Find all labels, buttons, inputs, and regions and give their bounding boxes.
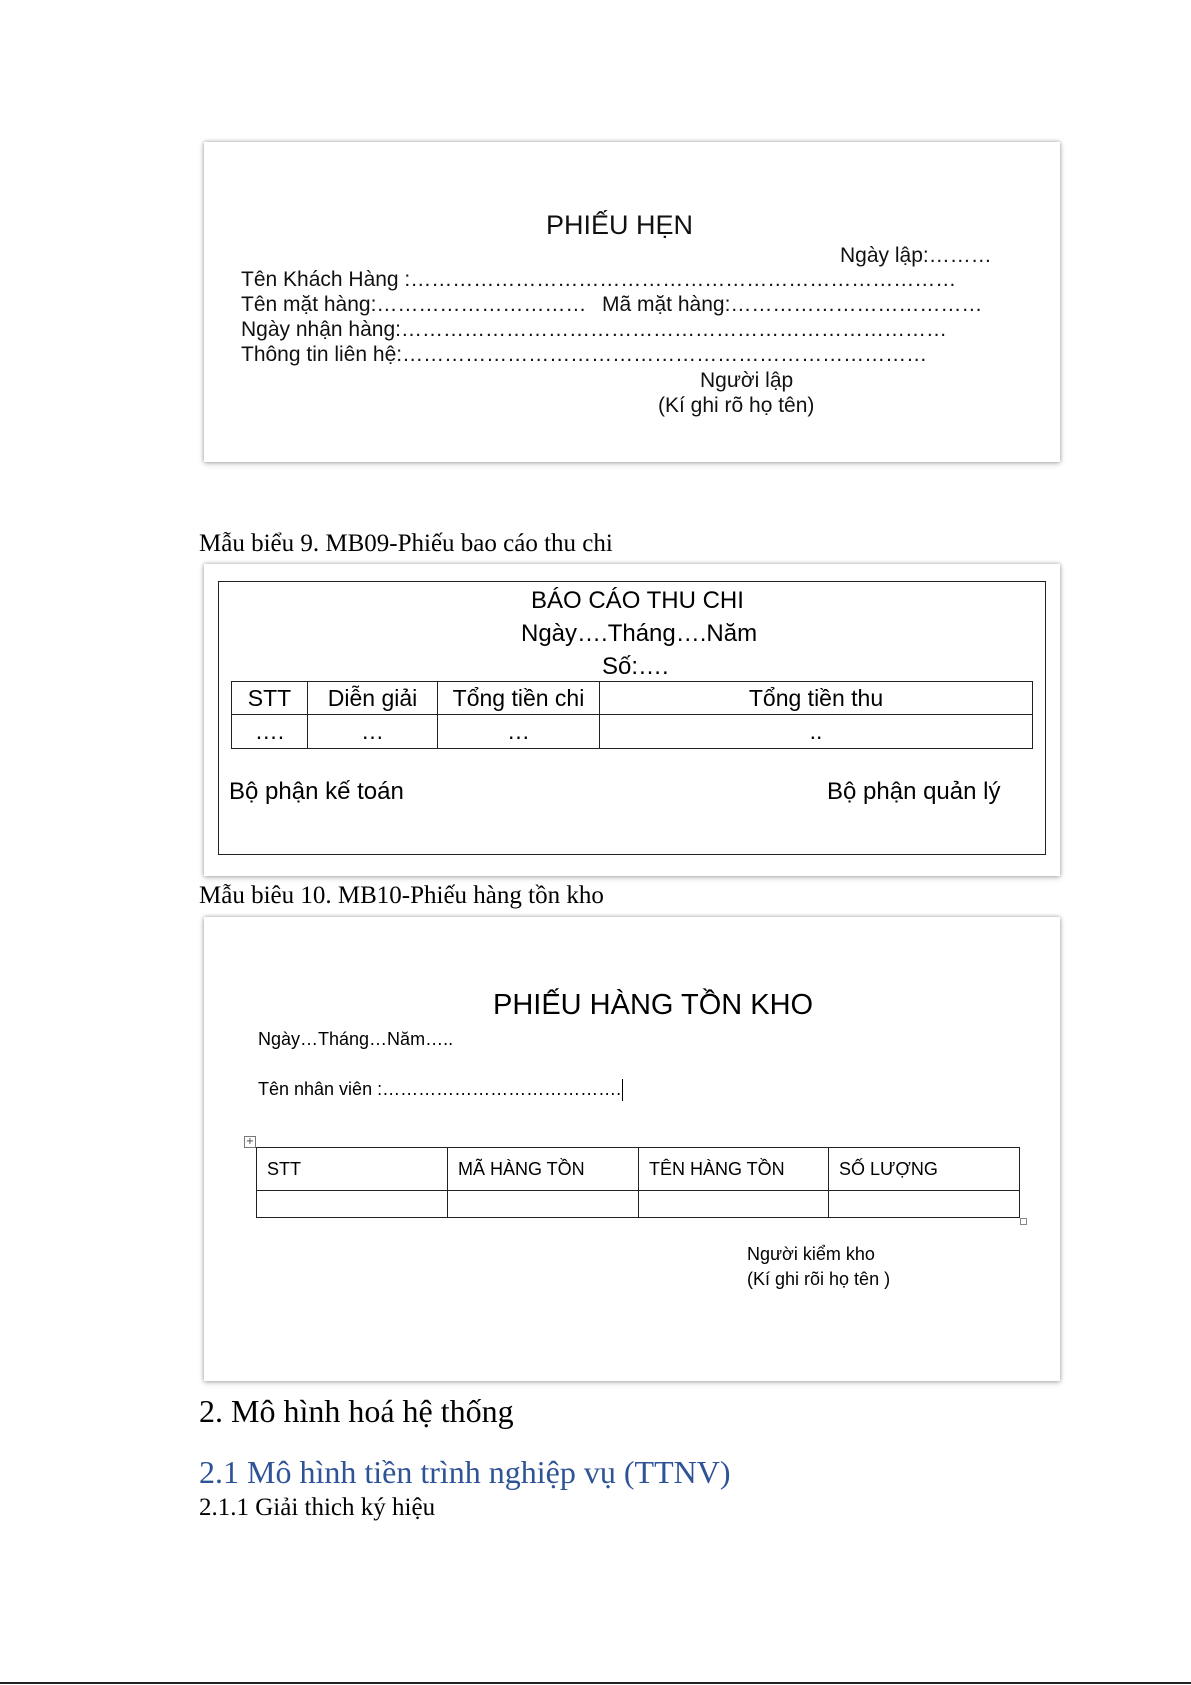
accounting-dept-sign: Bộ phận kế toán <box>229 778 404 805</box>
inventory-signer-note: (Kí ghi rõi họ tên ) <box>747 1269 891 1289</box>
item-name-field: Tên mặt hàng:………………………… <box>241 293 587 316</box>
cell-item-name <box>639 1191 829 1218</box>
header-item-code: MÃ HÀNG TỒN <box>448 1148 639 1191</box>
contact-info-field: Thông tin liên hệ:………………………………………………………………… <box>241 343 928 366</box>
cell-total-expense: … <box>438 715 600 749</box>
table-header-row <box>232 682 1033 715</box>
report-number: Số:…. <box>602 653 669 680</box>
cell-total-income: .. <box>600 715 1033 749</box>
appointment-date-field: Ngày lập:……… <box>840 244 992 267</box>
header-stt: STT <box>232 682 308 715</box>
cell-quantity <box>829 1191 1020 1218</box>
section-heading-2-1-1: 2.1.1 Giải thich ký hiệu <box>199 1494 436 1521</box>
table-row <box>232 715 1033 749</box>
inventory-date: Ngày…Tháng…Năm….. <box>258 1029 454 1049</box>
income-expense-report-card <box>204 564 1060 876</box>
management-dept-sign: Bộ phận quản lý <box>827 778 1001 805</box>
inventory-slip-card <box>204 917 1060 1381</box>
header-total-income: Tổng tiền thu <box>600 682 1033 715</box>
header-item-name: TÊN HÀNG TỒN <box>639 1148 829 1191</box>
signer-note: (Kí ghi rõ họ tên) <box>658 394 815 417</box>
table-resize-handle[interactable] <box>1020 1218 1027 1225</box>
item-code-field: Mã mặt hàng:……………………………… <box>602 293 983 316</box>
employee-name-field <box>258 1079 623 1101</box>
customer-name-field: Tên Khách Hàng :…………………………………………………………………… <box>241 268 957 291</box>
inventory-table <box>256 1147 1020 1218</box>
page-bottom-border <box>0 1682 1191 1684</box>
section-heading-2: 2. Mô hình hoá hệ thống <box>199 1393 514 1429</box>
appointment-slip-title: PHIẾU HẸN <box>546 210 694 240</box>
employee-name-text: Tên nhân viên :…………………………………. <box>258 1079 622 1099</box>
table-row <box>257 1191 1020 1218</box>
signer-label: Người lập <box>700 369 794 392</box>
report-title: BÁO CÁO THU CHI <box>531 587 744 614</box>
table-header-row <box>257 1148 1020 1191</box>
receive-date-field: Ngày nhận hàng:…………………………………………………………………… <box>241 318 947 341</box>
cell-description: … <box>308 715 438 749</box>
header-total-expense: Tổng tiền chi <box>438 682 600 715</box>
table-move-handle-icon[interactable]: + <box>245 1136 255 1147</box>
cell-stt <box>257 1191 448 1218</box>
report-date: Ngày….Tháng….Năm <box>521 620 758 647</box>
text-cursor <box>622 1079 623 1101</box>
header-stt: STT <box>257 1148 448 1191</box>
caption-form-10: Mẫu biêu 10. MB10-Phiếu hàng tồn kho <box>199 882 604 909</box>
caption-form-9: Mẫu biểu 9. MB09-Phiếu bao cáo thu chi <box>199 530 613 557</box>
cell-item-code <box>448 1191 639 1218</box>
report-frame <box>218 581 1046 855</box>
report-table <box>231 681 1033 749</box>
header-quantity: SỐ LƯỢNG <box>829 1148 1020 1191</box>
inventory-slip-title: PHIẾU HÀNG TỒN KHO <box>493 989 814 1021</box>
section-heading-2-1: 2.1 Mô hình tiền trình nghiệp vụ (TTNV) <box>199 1454 731 1490</box>
header-description: Diễn giải <box>308 682 438 715</box>
cell-stt: …. <box>232 715 308 749</box>
appointment-slip-card <box>204 142 1060 462</box>
inventory-signer: Người kiểm kho <box>747 1244 875 1264</box>
